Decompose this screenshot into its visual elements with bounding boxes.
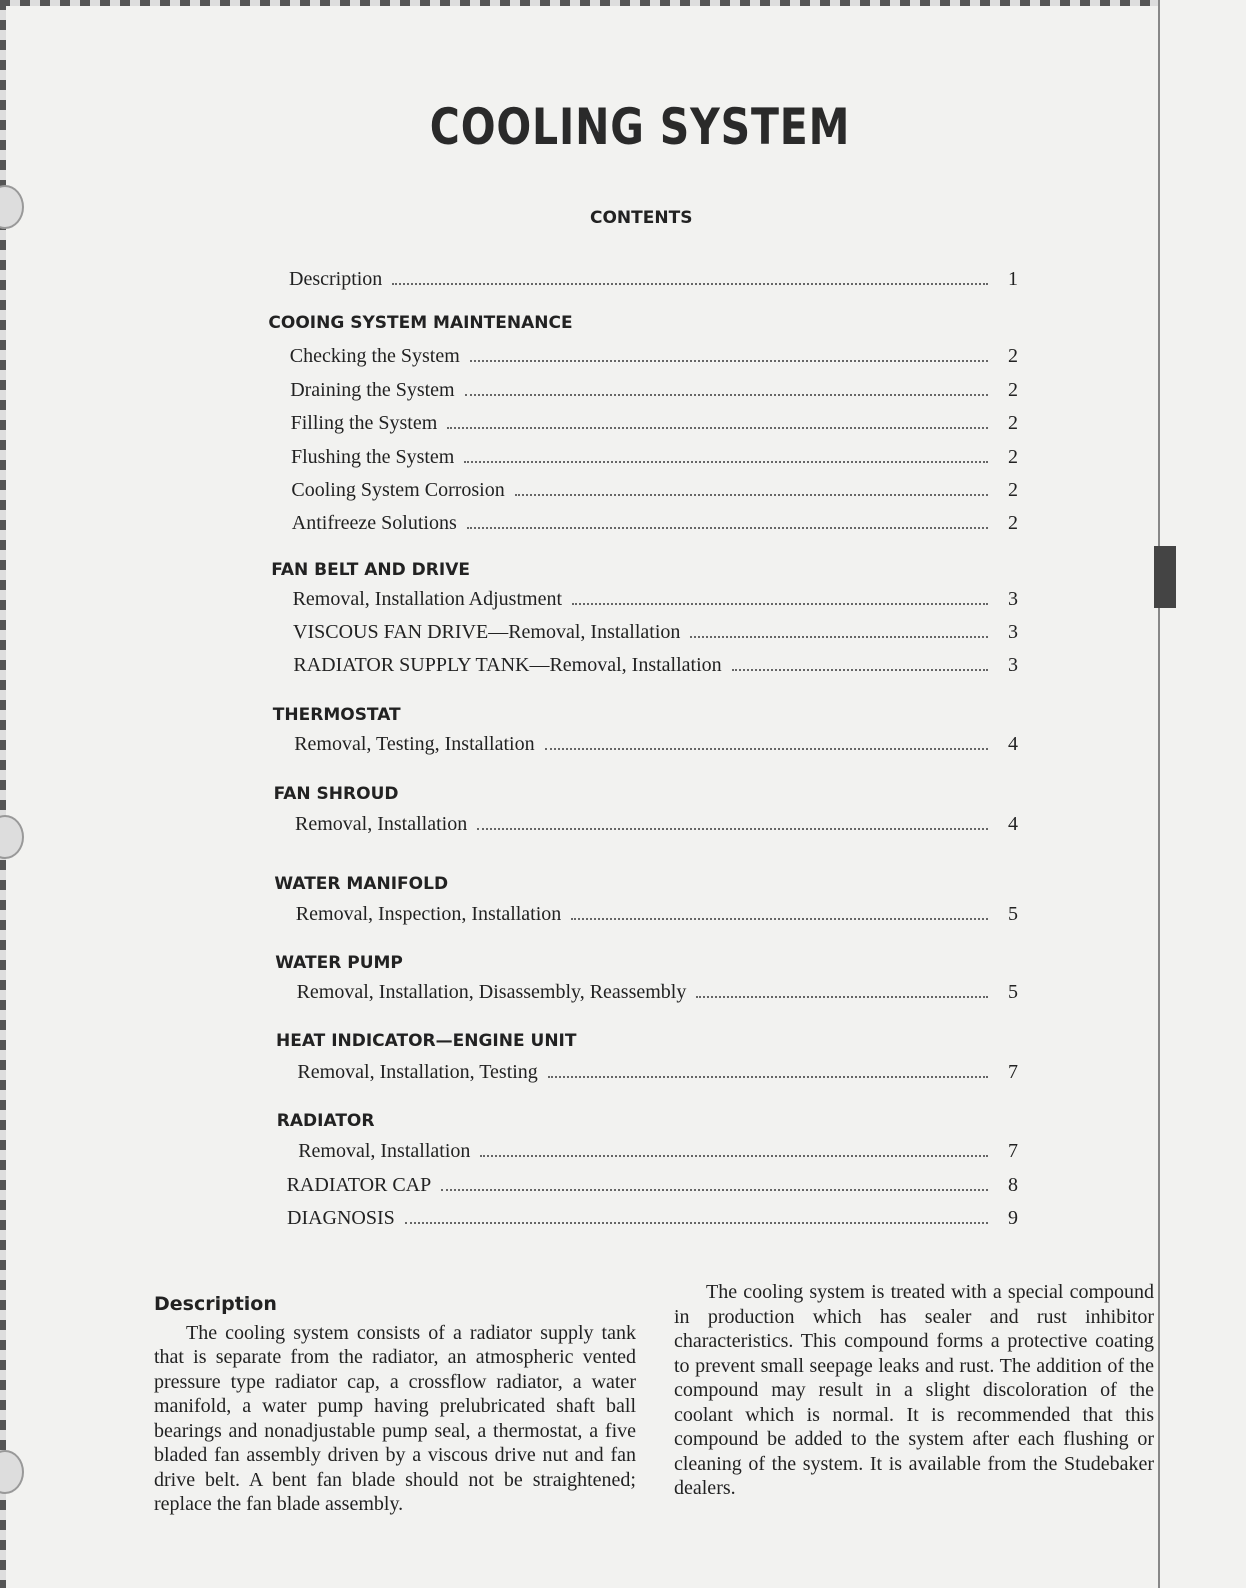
toc-entry-title: Removal, Installation bbox=[298, 1140, 471, 1162]
toc-entry bbox=[292, 512, 1018, 535]
scan-top-edge bbox=[0, 0, 1160, 6]
dot-leader bbox=[465, 394, 988, 396]
contents-heading: CONTENTS bbox=[590, 208, 693, 228]
binder-hole bbox=[0, 185, 24, 229]
description-paragraph: The cooling system is treated with a special compound in production which has sealer and rust inhibitor characteristics. This compound forms a protective coating to prevent small seepage leaks and rust. The addition of the compound may result in a slight discoloration of the coolant which is normal. It is recommended that this compound be added to the system after each flushing or cleaning of the system. It is available from the Studebaker dealers. bbox=[674, 1281, 1154, 1499]
description-paragraph: The cooling system consists of a radiator supply tank that is separate from the radiator, an atmospheric vented pressure type radiator cap, a crossflow radiator, a water manifold, a water pump having prelubricated shaft ball bearings and nonadjustable pump seal, a thermostat, a five bladed fan assembly driven by a viscous drive nut and fan drive belt. A bent fan blade should not be straightened; replace the fan blade assembly. bbox=[154, 1321, 636, 1515]
toc-entry bbox=[293, 588, 1018, 611]
page-edge bbox=[1158, 0, 1160, 1588]
dot-leader bbox=[441, 1189, 988, 1191]
toc-section-heading: RADIATOR bbox=[276, 1111, 375, 1131]
toc-page-number: 1 bbox=[1008, 268, 1018, 290]
toc-entry-title: Draining the System bbox=[290, 379, 455, 401]
dot-leader bbox=[405, 1222, 988, 1224]
toc-entry bbox=[295, 813, 1018, 836]
toc-entry bbox=[296, 903, 1018, 926]
toc-page-number: 3 bbox=[1008, 621, 1018, 643]
dot-leader bbox=[464, 461, 988, 463]
toc-page-number: 2 bbox=[1007, 345, 1018, 367]
description-column-left bbox=[154, 1292, 636, 1517]
toc-page-number: 5 bbox=[1007, 981, 1018, 1003]
toc-entry bbox=[297, 981, 1018, 1004]
toc-page-number: 7 bbox=[1007, 1140, 1018, 1162]
toc-entry bbox=[293, 621, 1018, 644]
toc-entry-title: Antifreeze Solutions bbox=[291, 512, 457, 534]
toc-entry-title: RADIATOR CAP bbox=[286, 1174, 432, 1196]
binder-hole bbox=[0, 815, 24, 859]
toc-section-heading: WATER MANIFOLD bbox=[274, 874, 449, 894]
dot-leader bbox=[690, 636, 988, 638]
dot-leader bbox=[467, 527, 988, 529]
dot-leader bbox=[515, 494, 988, 496]
toc-page-number: 9 bbox=[1008, 1207, 1018, 1229]
dot-leader bbox=[447, 427, 988, 429]
toc-page-number: 2 bbox=[1007, 479, 1018, 501]
description-heading: Description bbox=[154, 1293, 277, 1315]
toc-entry bbox=[298, 1140, 1018, 1163]
toc-section-heading: FAN SHROUD bbox=[273, 784, 399, 804]
toc-entry bbox=[291, 479, 1018, 502]
dot-leader bbox=[470, 360, 988, 362]
toc-section-heading: WATER PUMP bbox=[275, 953, 403, 973]
scan-edge bbox=[0, 0, 6, 1588]
toc-entry-title: Removal, Installation bbox=[295, 813, 468, 835]
toc-page-number: 5 bbox=[1007, 903, 1018, 925]
toc-entry-title: VISCOUS FAN DRIVE—Removal, Installation bbox=[293, 621, 681, 643]
toc-entry bbox=[290, 379, 1018, 402]
toc-entry bbox=[294, 733, 1018, 756]
toc-page-number: 4 bbox=[1007, 733, 1018, 755]
toc-entry-title: Checking the System bbox=[289, 345, 460, 367]
toc-entry-title: Removal, Inspection, Installation bbox=[295, 903, 562, 925]
toc-entry-title: Filling the System bbox=[290, 412, 438, 434]
toc-entry-title: Flushing the System bbox=[291, 446, 455, 468]
toc-page-number: 2 bbox=[1007, 412, 1018, 434]
dot-leader bbox=[392, 283, 988, 285]
toc-page-number: 7 bbox=[1007, 1061, 1018, 1083]
toc-entry-title: Description bbox=[289, 268, 383, 290]
toc-entry-title: Cooling System Corrosion bbox=[291, 479, 505, 501]
toc-entry-title: Removal, Testing, Installation bbox=[294, 733, 535, 755]
toc-page-number: 4 bbox=[1008, 813, 1018, 835]
toc-entry bbox=[287, 1207, 1018, 1230]
toc-section-heading: THERMOSTAT bbox=[272, 705, 401, 725]
toc-entry-title: RADIATOR SUPPLY TANK—Removal, Installation bbox=[293, 654, 722, 676]
toc-section-heading: HEAT INDICATOR—ENGINE UNIT bbox=[276, 1031, 577, 1051]
dot-leader bbox=[545, 748, 988, 750]
dot-leader bbox=[696, 996, 988, 998]
description-column-right bbox=[674, 1280, 1154, 1501]
dot-leader bbox=[480, 1155, 988, 1157]
toc-entry-title: Removal, Installation Adjustment bbox=[292, 588, 563, 610]
toc-entry-title: Removal, Installation, Testing bbox=[297, 1061, 538, 1083]
dot-leader bbox=[732, 669, 988, 671]
toc-entry bbox=[293, 654, 1018, 677]
section-tab bbox=[1154, 546, 1176, 608]
toc-entry bbox=[297, 1061, 1018, 1084]
toc-page-number: 2 bbox=[1007, 379, 1018, 401]
dot-leader bbox=[477, 828, 988, 830]
toc-entry bbox=[290, 345, 1018, 368]
toc-entry-title: DIAGNOSIS bbox=[287, 1207, 395, 1229]
toc-section-heading: COOING SYSTEM MAINTENANCE bbox=[268, 313, 573, 333]
toc-page-number: 3 bbox=[1007, 654, 1018, 676]
toc-page-number: 8 bbox=[1007, 1174, 1018, 1196]
toc-entry bbox=[289, 268, 1018, 291]
toc-entry bbox=[291, 412, 1018, 435]
dot-leader bbox=[548, 1076, 988, 1078]
toc-entry bbox=[291, 446, 1018, 469]
toc-page-number: 2 bbox=[1007, 512, 1018, 534]
toc-section-heading: FAN BELT AND DRIVE bbox=[271, 560, 470, 580]
toc-page-number: 2 bbox=[1008, 446, 1018, 468]
toc-entry bbox=[287, 1174, 1018, 1197]
toc-entry-title: Removal, Installation, Disassembly, Reassembly bbox=[296, 981, 687, 1003]
dot-leader bbox=[571, 918, 988, 920]
binder-hole bbox=[0, 1450, 24, 1494]
toc-page-number: 3 bbox=[1007, 588, 1018, 610]
dot-leader bbox=[572, 603, 988, 605]
page-title: COOLING SYSTEM bbox=[429, 98, 851, 156]
